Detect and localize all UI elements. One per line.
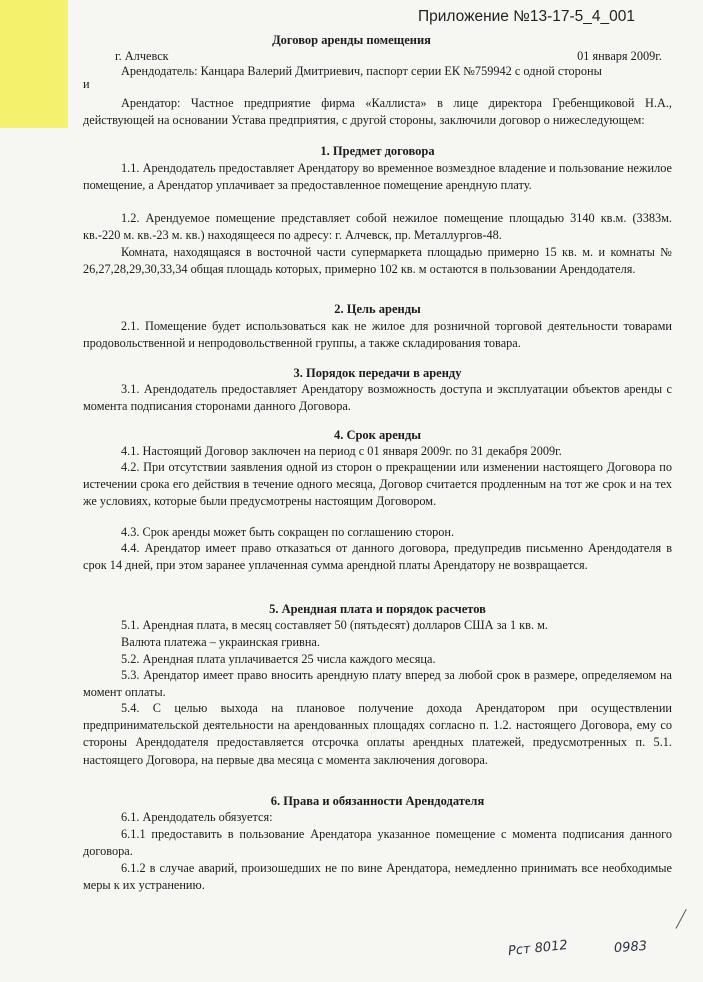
paragraph-4-2: 4.2. При отсутствии заявления одной из сторон о прекращении или изменении настоящего Договора по истечении срока его действия в течение одного месяца, Договор считается продленным на тот же срок и на тех же условиях, которые были предусмотрены настоящим Договором. xyxy=(83,460,672,509)
paragraph-1-2: 1.2. Арендуемое помещение представляет собой нежилое помещение площадью 3140 кв.м. (3383м. кв.-220 м. кв.-23 м. кв.) находящееся по адресу: г. Алчевск, пр. Металлургов-48. xyxy=(83,211,672,243)
tenant-paragraph: Арендатор: Частное предприятие фирма «Каллиста» в лице директора Гребенщиковой Н.А., действующей на основании Устава предприятия, с другой стороны, заключили договор о нижеследующем: xyxy=(83,96,672,128)
paragraph-4-1: 4.1. Настоящий Договор заключен на период с 01 января 2009г. по 31 декабря 2009г. xyxy=(121,444,562,458)
paragraph-5-1-currency: Валюта платежа – украинская гривна. xyxy=(121,635,320,649)
paragraph-1-1: 1.1. Арендодатель предоставляет Арендатору во временное возмездное владение и пользование нежилое помещение, а Арендатор уплачивает за предоставленное помещение арендную плату. xyxy=(83,161,672,193)
conjunction-and: и xyxy=(83,77,90,91)
section-4-title: 4. Срок аренды xyxy=(333,428,422,442)
section-6-title: 6. Права и обязанности Арендодателя xyxy=(270,794,485,808)
handwritten-page-number: 0983 xyxy=(613,938,648,957)
paragraph-5-3: 5.3. Арендатор имеет право вносить арендную плату вперед за любой срок в размере, определяемом на момент оплаты. xyxy=(83,668,672,700)
handwritten-signature: Рст 8012 xyxy=(507,937,569,960)
paragraph-6-1-2: 6.1.2 в случае аварий, произошедших не по вине Арендатора, немедленно принимать все необходимые меры к их устранению. xyxy=(83,861,672,893)
pen-stroke xyxy=(676,909,687,929)
paragraph-1-3: Комната, находящаяся в восточной части супермаркета площадью примерно 15 кв. м. и комнаты № 26,27,28,29,30,33,34 общая площадь которых, примерно 102 кв. м остаются в пользовании Арендодателя. xyxy=(83,245,672,277)
section-3-title: 3. Порядок передачи в аренду xyxy=(293,366,462,380)
contract-date: 01 января 2009г. xyxy=(577,49,662,63)
paragraph-3-1: 3.1. Арендодатель предоставляет Арендатору возможность доступа и эксплуатации объектов аренды с момента подписания сторонами данного Договора. xyxy=(83,382,672,414)
document-title: Договор аренды помещения xyxy=(272,33,431,47)
landlord-paragraph: Арендодатель: Канцара Валерий Дмитриевич, паспорт серии ЕК №759942 с одной стороны xyxy=(121,64,602,78)
city: г. Алчевск xyxy=(115,49,169,63)
paragraph-6-1: 6.1. Арендодатель обязуется: xyxy=(121,810,273,824)
paragraph-5-1: 5.1. Арендная плата, в месяц составляет 50 (пятьдесят) долларов США за 1 кв. м. xyxy=(121,618,548,632)
paragraph-5-2: 5.2. Арендная плата уплачивается 25 числа каждого месяца. xyxy=(121,652,436,666)
section-5-title: 5. Арендная плата и порядок расчетов xyxy=(269,602,486,616)
section-1-title: 1. Предмет договора xyxy=(320,144,435,158)
paragraph-2-1: 2.1. Помещение будет использоваться как не жилое для розничной торговой деятельности товарами продовольственной и непродовольственной группы, а также складирования товара. xyxy=(83,319,672,351)
paragraph-6-1-1: 6.1.1 предоставить в пользование Арендатора указанное помещение с момента подписания данного договора. xyxy=(83,827,672,859)
paragraph-4-3: 4.3. Срок аренды может быть сокращен по соглашению сторон. xyxy=(121,525,455,539)
section-2-title: 2. Цель аренды xyxy=(334,302,421,316)
paragraph-4-4: 4.4. Арендатор имеет право отказаться от данного договора, предупредив письменно Арендодателя в срок 14 дней, при этом заранее уплаченная сумма арендной платы Арендатору не возвращается. xyxy=(83,541,672,573)
paragraph-5-4: 5.4. С целью выхода на плановое получение дохода Арендатором при осуществлении предпринимательской деятельности на арендованных площадях согласно п. 1.2. настоящего Договора, ему со стороны Арендодателя предоставляется отсрочка оплаты арендных платежей, предусмотренных п. 5.1. настоящего Договора, на первые два месяца с момента заключения договора. xyxy=(83,701,672,767)
sticky-note xyxy=(0,0,68,128)
appendix-number: Приложение №13-17-5_4_001 xyxy=(418,8,635,25)
